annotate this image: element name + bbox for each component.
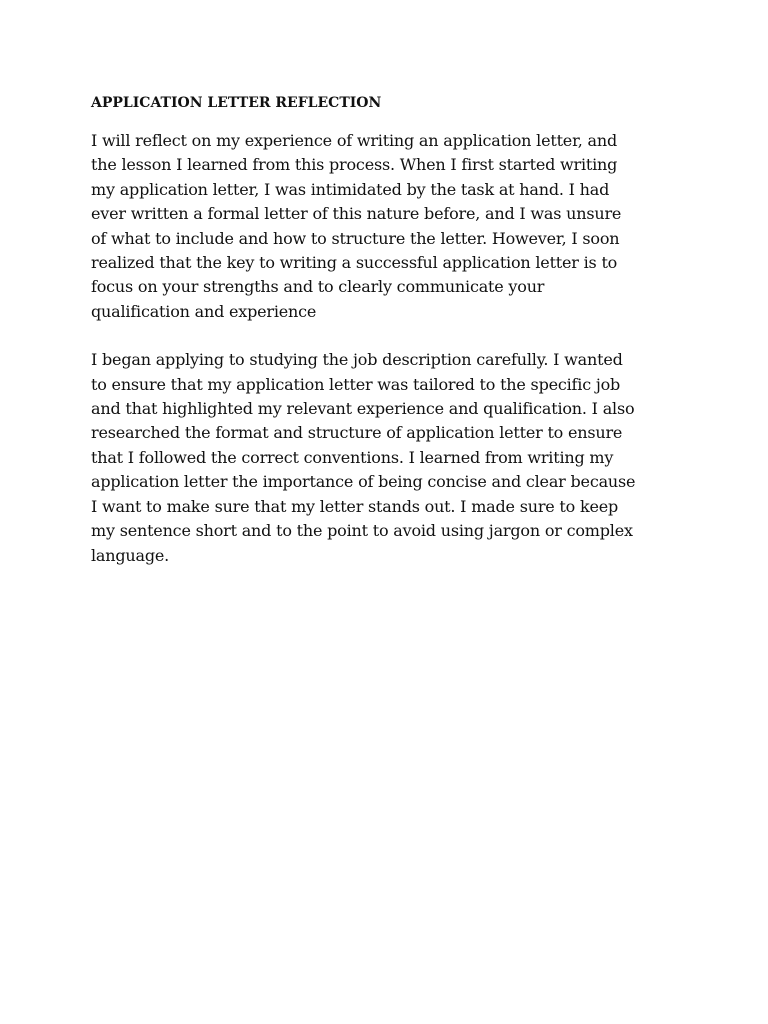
text-line: I want to make sure that my letter stands out. I made sure to keep (91, 496, 619, 516)
document-title: APPLICATION LETTER REFLECTION (91, 95, 382, 111)
text-line: my application letter, I was intimidated by the task at hand. I had (91, 179, 610, 199)
text-line: realized that the key to writing a successful application letter is to (91, 253, 618, 273)
text-line: focus on your strengths and to clearly communicate your (91, 277, 545, 297)
document-body (91, 92, 691, 592)
text-line: the lesson I learned from this process. When I first started writing (91, 155, 618, 175)
text-line: my sentence short and to the point to avoid using jargon or complex (91, 521, 633, 541)
text-line: that I followed the correct conventions. I learned from writing my (91, 447, 614, 467)
text-line: I began applying to studying the job description carefully. I wanted (91, 350, 623, 370)
text-line: language. (91, 545, 170, 565)
text-line: researched the format and structure of application letter to ensure (91, 423, 623, 443)
text-line: and that highlighted my relevant experience and qualification. I also (91, 399, 635, 419)
text-line: ever written a formal letter of this nature before, and I was unsure (91, 204, 622, 224)
text-line: application letter the importance of being concise and clear because (91, 472, 636, 492)
text-line: to ensure that my application letter was tailored to the specific job (91, 374, 621, 394)
paragraph-2 (91, 348, 691, 568)
text-line: qualification and experience (91, 301, 317, 321)
paragraph-1 (91, 129, 691, 324)
text-line: of what to include and how to structure the letter. However, I soon (91, 228, 620, 248)
text-line: I will reflect on my experience of writing an application letter, and (91, 131, 618, 150)
